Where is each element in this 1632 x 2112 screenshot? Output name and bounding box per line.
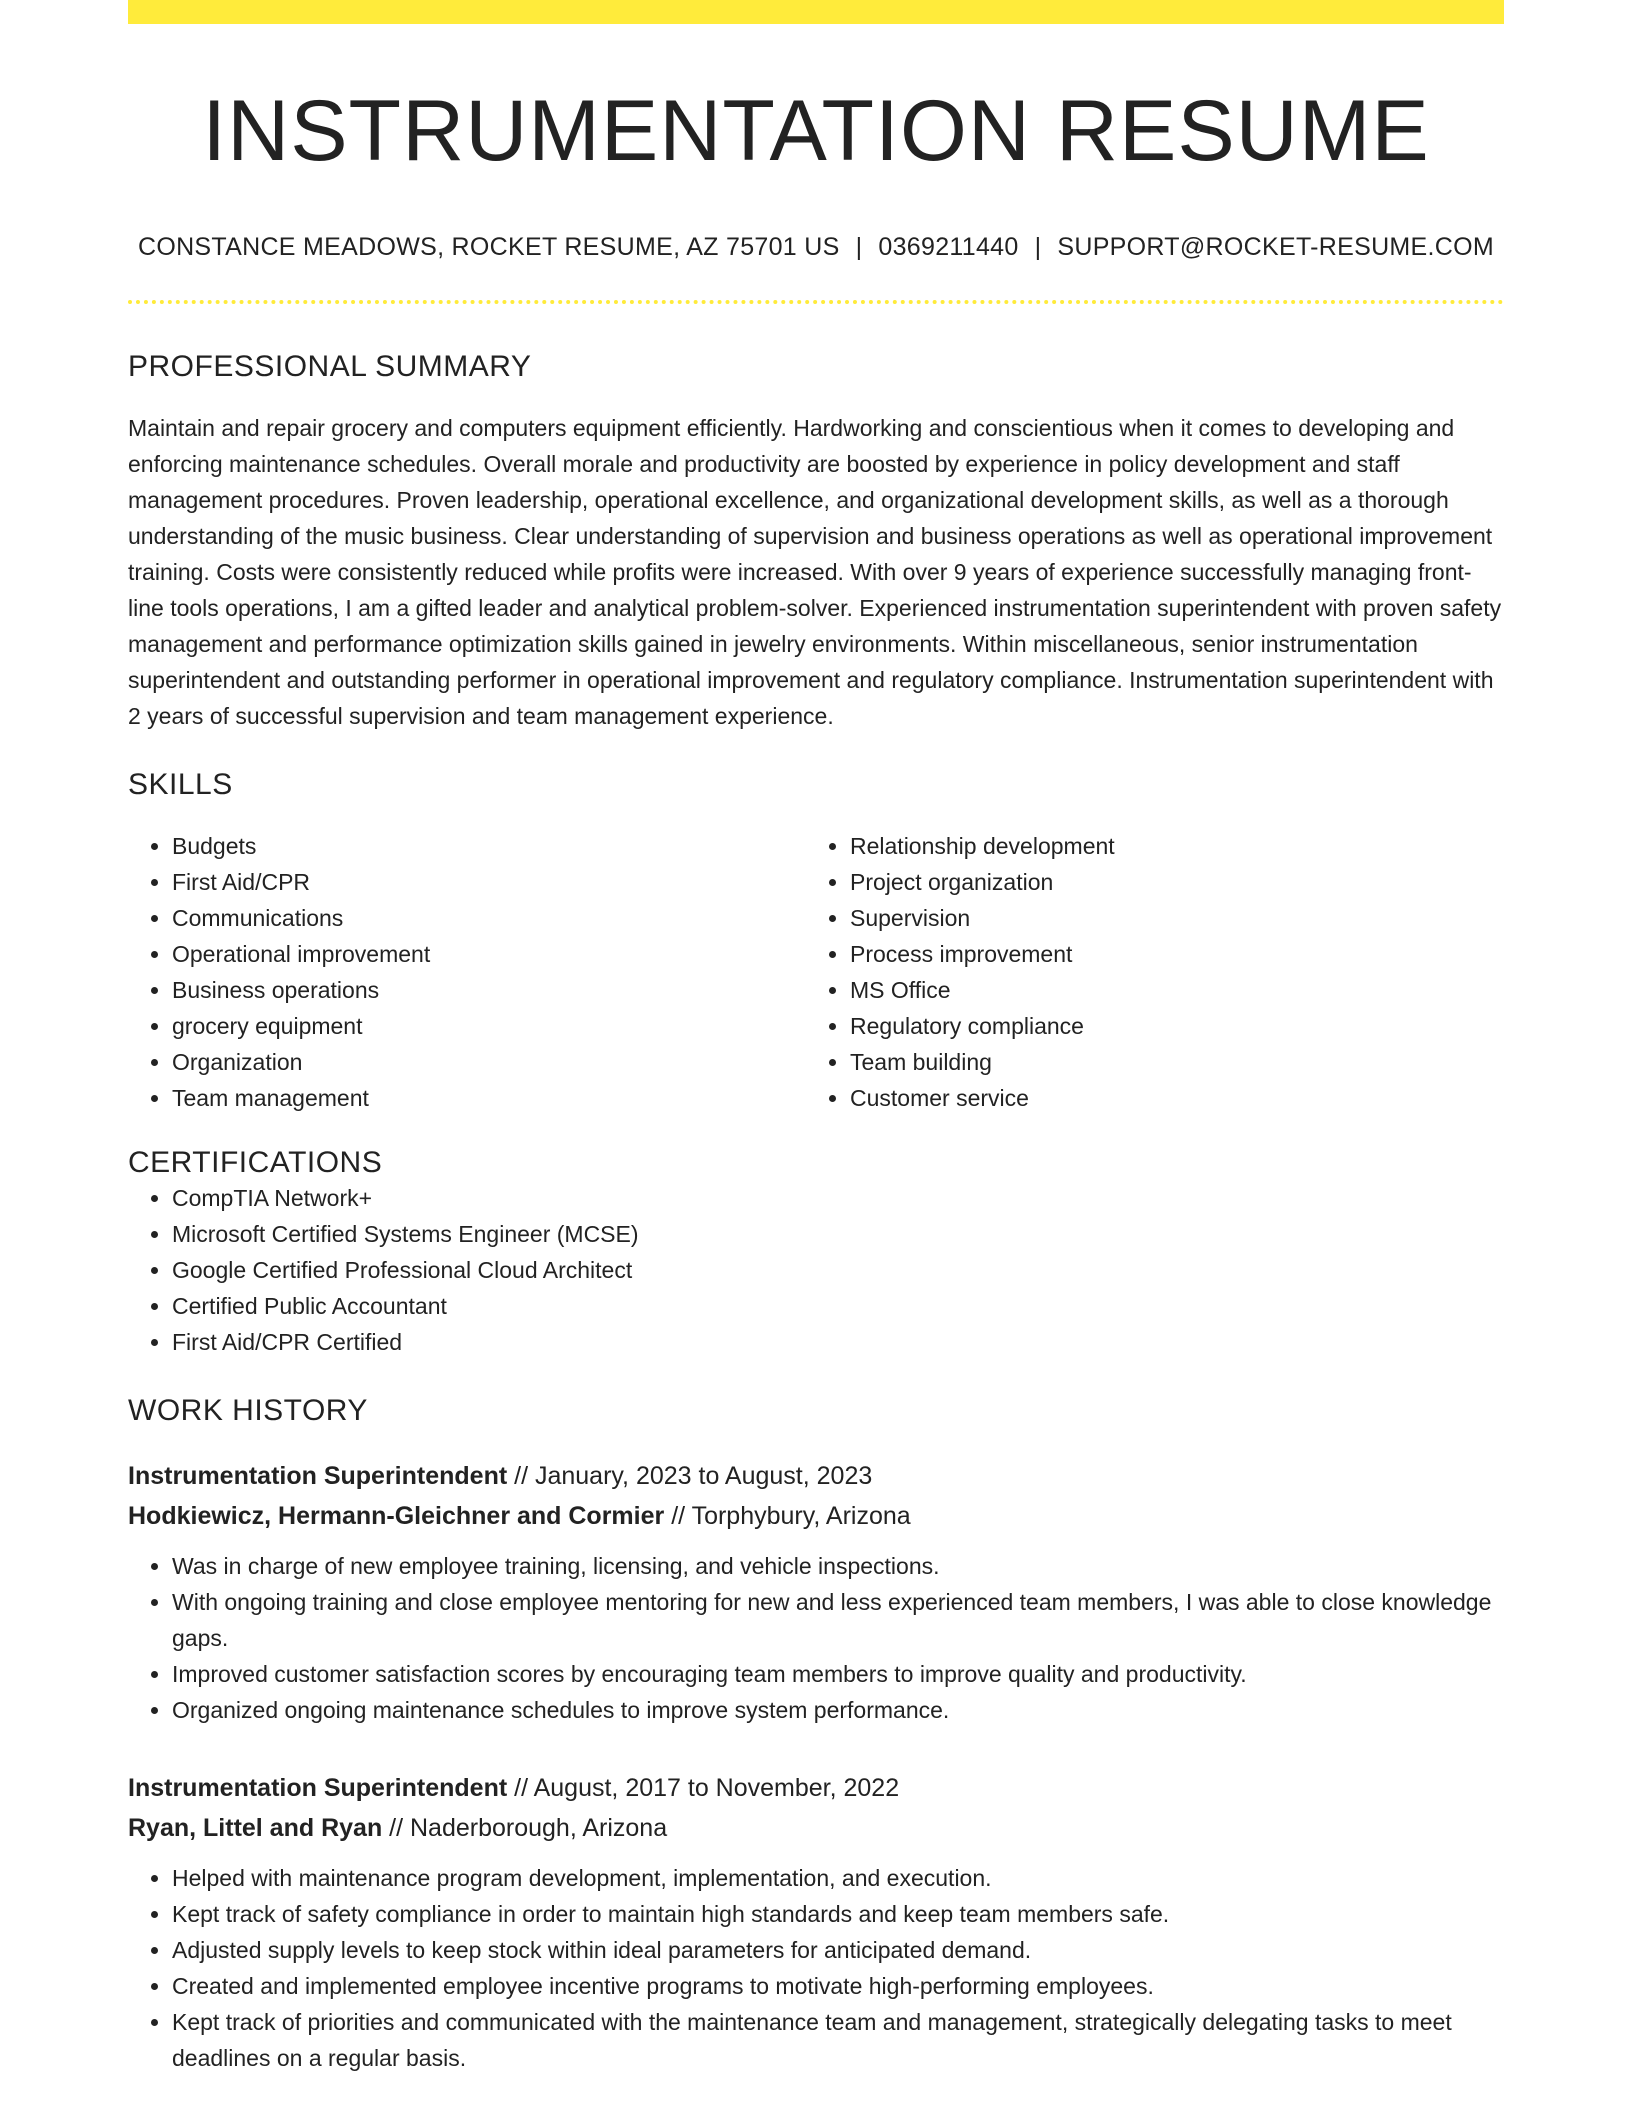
certifications-heading: CERTIFICATIONS	[128, 1145, 383, 1179]
job-entry	[128, 1456, 1504, 1728]
list-item: • Team management	[172, 1080, 806, 1116]
contact-address: CONSTANCE MEADOWS, ROCKET RESUME, AZ 75701 US	[137, 232, 840, 261]
job-title: Instrumentation Superintendent	[128, 1461, 508, 1490]
list-item: • Customer service	[850, 1080, 1484, 1116]
list-item: • Organization	[172, 1044, 806, 1080]
list-item: • Kept track of safety compliance in order to maintain high standards and keep team members safe.	[172, 1896, 1504, 1932]
skills-list-left	[128, 828, 806, 1116]
list-item: • Team building	[850, 1044, 1484, 1080]
list-item: • Operational improvement	[172, 936, 806, 972]
contact-line	[128, 233, 1504, 262]
skills-columns	[128, 828, 1504, 1116]
job-title-line	[128, 1456, 1504, 1496]
job-company: Hodkiewicz, Hermann-Gleichner and Cormier	[128, 1501, 665, 1530]
top-accent-bar	[128, 0, 1504, 24]
contact-separator: |	[855, 232, 863, 261]
list-item: • Microsoft Certified Systems Engineer (MCSE)	[172, 1216, 1504, 1252]
skills-heading: SKILLS	[128, 767, 233, 801]
list-item: • Certified Public Accountant	[172, 1288, 1504, 1324]
list-item: • First Aid/CPR	[172, 864, 806, 900]
list-item: • Organized ongoing maintenance schedules to improve system performance.	[172, 1692, 1504, 1728]
job-title-line	[128, 1768, 1504, 1808]
list-item: • Kept track of priorities and communicated with the maintenance team and management, strategically delegating tasks to meet deadlines on a regular basis.	[172, 2004, 1504, 2076]
job-dates: // January, 2023 to August, 2023	[507, 1461, 873, 1490]
contact-separator: |	[1034, 232, 1042, 261]
job-entry	[128, 1768, 1504, 2076]
summary-heading: PROFESSIONAL SUMMARY	[128, 349, 532, 383]
list-item: • grocery equipment	[172, 1008, 806, 1044]
list-item: • Process improvement	[850, 936, 1484, 972]
resume-title: INSTRUMENTATION RESUME	[202, 83, 1430, 179]
resume-page	[128, 0, 1504, 2076]
list-item: • Business operations	[172, 972, 806, 1008]
list-item: • Relationship development	[850, 828, 1484, 864]
list-item: • Adjusted supply levels to keep stock within ideal parameters for anticipated demand.	[172, 1932, 1504, 1968]
list-item: • Google Certified Professional Cloud Architect	[172, 1252, 1504, 1288]
list-item: • Improved customer satisfaction scores by encouraging team members to improve quality and productivity.	[172, 1656, 1504, 1692]
job-location: // Torphybury, Arizona	[664, 1501, 911, 1530]
list-item: • CompTIA Network+	[172, 1180, 1504, 1216]
skills-list-right	[806, 828, 1484, 1116]
list-item: • Created and implemented employee incentive programs to motivate high-performing employees.	[172, 1968, 1504, 2004]
list-item: • With ongoing training and close employee mentoring for new and less experienced team members, I was able to close knowledge gaps.	[172, 1584, 1504, 1656]
contact-phone: 0369211440	[878, 232, 1019, 261]
job-bullets	[128, 1548, 1504, 1728]
work-history-heading: WORK HISTORY	[128, 1393, 368, 1427]
job-dates: // August, 2017 to November, 2022	[507, 1773, 900, 1802]
summary-text: Maintain and repair grocery and computers equipment efficiently. Hardworking and conscientious when it comes to developing and enforcing maintenance schedules. Overall morale and productivity are boosted by experience in policy development and staff management procedures. Proven leadership, operational excellence, and organizational development skills, as well as a thorough understanding of the music business. Clear understanding of supervision and business operations as well as operational improvement training. Costs were consistently reduced while profits were increased. With over 9 years of experience successfully managing front-line tools operations, I am a gifted leader and analytical problem-solver. Experienced instrumentation superintendent with proven safety management and performance optimization skills gained in jewelry environments. Within miscellaneous, senior instrumentation superintendent and outstanding performer in operational improvement and regulatory compliance. Instrumentation superintendent with 2 years of successful supervision and team management experience.	[128, 414, 1502, 729]
list-item: • Budgets	[172, 828, 806, 864]
job-title: Instrumentation Superintendent	[128, 1773, 508, 1802]
job-location: // Naderborough, Arizona	[382, 1813, 668, 1842]
dotted-divider	[128, 300, 1504, 304]
list-item: • Supervision	[850, 900, 1484, 936]
list-item: • MS Office	[850, 972, 1484, 1008]
job-company: Ryan, Littel and Ryan	[128, 1813, 383, 1842]
work-history-list	[128, 1456, 1504, 2076]
job-bullets	[128, 1860, 1504, 2076]
list-item: • Communications	[172, 900, 806, 936]
contact-email: SUPPORT@ROCKET-RESUME.COM	[1057, 232, 1495, 261]
job-company-line	[128, 1808, 1504, 1848]
job-company-line	[128, 1496, 1504, 1536]
list-item: • First Aid/CPR Certified	[172, 1324, 1504, 1360]
certifications-list	[128, 1180, 1504, 1360]
list-item: • Was in charge of new employee training, licensing, and vehicle inspections.	[172, 1548, 1504, 1584]
list-item: • Regulatory compliance	[850, 1008, 1484, 1044]
list-item: • Helped with maintenance program development, implementation, and execution.	[172, 1860, 1504, 1896]
list-item: • Project organization	[850, 864, 1484, 900]
